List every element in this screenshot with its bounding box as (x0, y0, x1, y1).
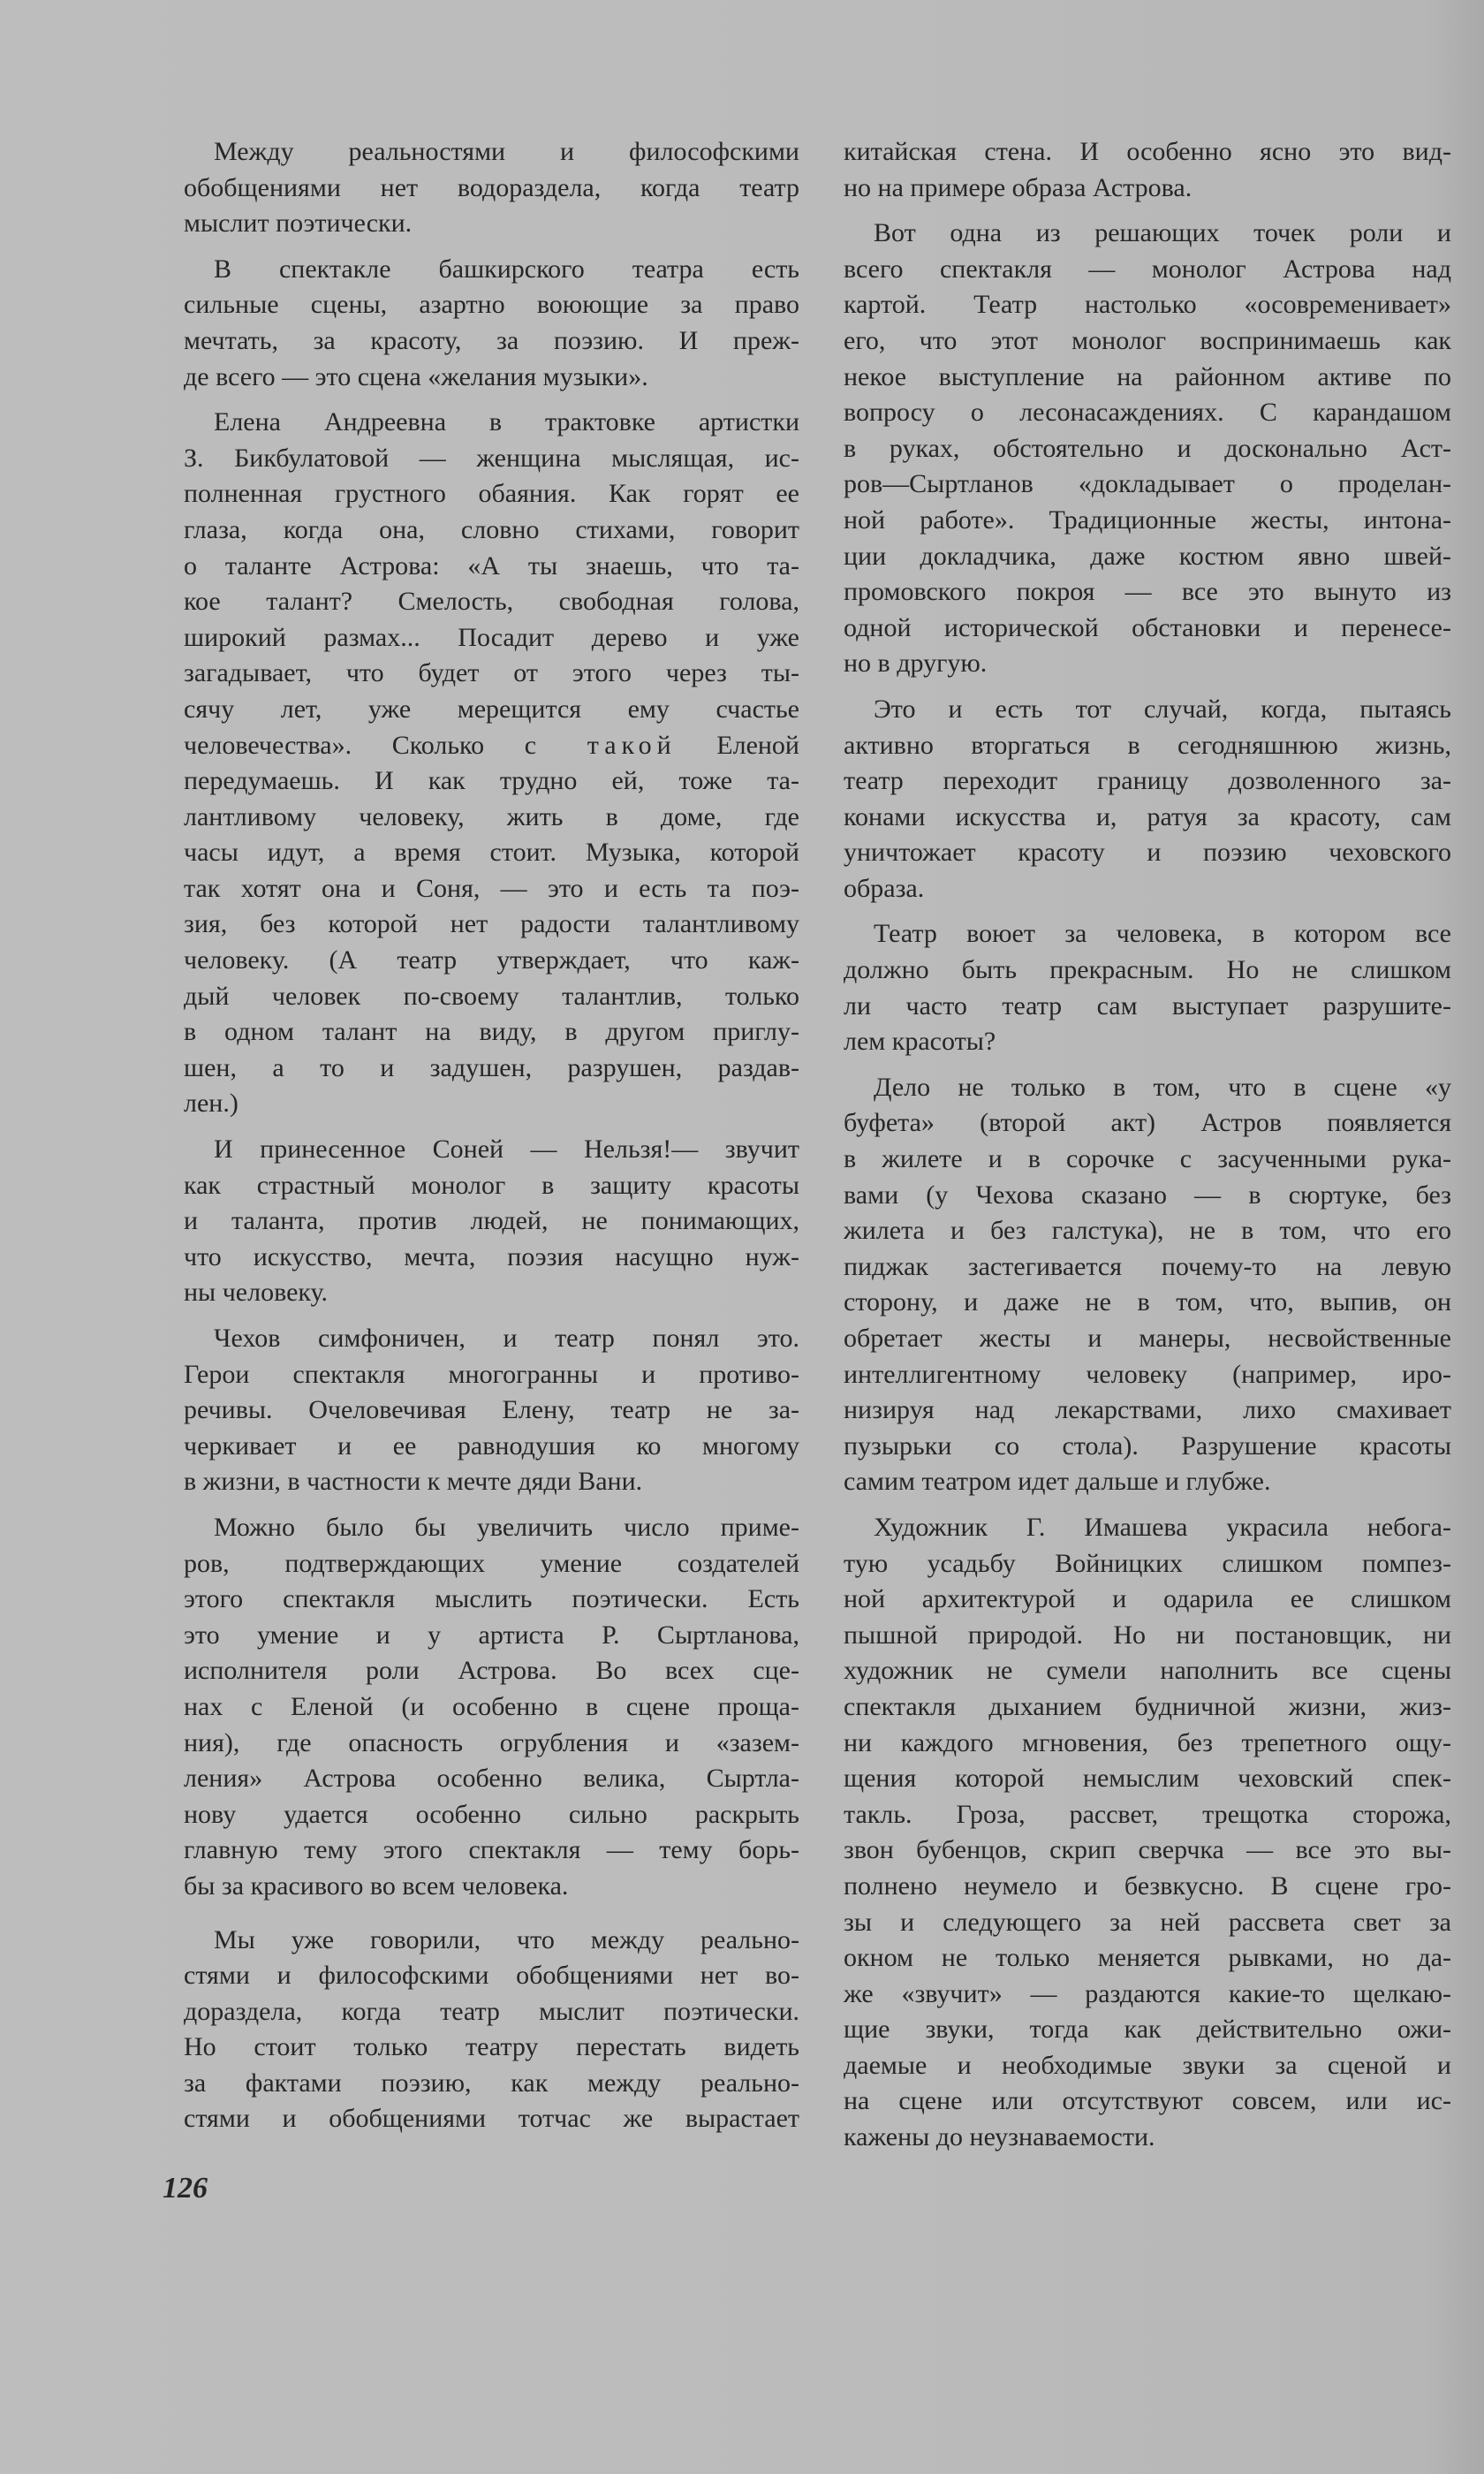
text-line (184, 728, 799, 764)
paragraph (844, 692, 1451, 907)
text-segment: человечества». Сколько (184, 730, 525, 760)
text-line: в жизни, в частности к мечте дяди Вани. (184, 1467, 643, 1497)
text-line: в жилете и в сорочке с засученными рука- (844, 1144, 1451, 1174)
text-line: стями и обобщениями тотчас же вырастает (184, 2104, 799, 2134)
text-line: глаза, когда она, словно стихами, говорит (184, 514, 799, 544)
paragraph (184, 1923, 799, 2138)
paragraph (184, 405, 799, 1122)
text-line: Чехов симфоничен, и театр понял это. (214, 1324, 799, 1353)
text-line: Художник Г. Имашева украсила небога- (874, 1512, 1451, 1542)
text-line: интеллигентному человеку (например, иро- (844, 1359, 1451, 1389)
text-line: Елена Андреевна в трактовке артистки (214, 407, 799, 437)
text-line: одной исторической обстановки и перенесе- (844, 612, 1451, 642)
text-line: должно быть прекрасным. Но не слишком (844, 955, 1451, 985)
text-line: Это и есть тот случай, когда, пытаясь (874, 694, 1451, 724)
text-line: о таланте Астрова: «А ты знаешь, что та- (184, 550, 799, 581)
text-line: но в другую. (844, 649, 988, 679)
text-line: китайская стена. И особенно ясно это вид- (844, 137, 1451, 166)
text-line: сячу лет, уже мерещится ему счастье (184, 694, 799, 724)
text-line: это умение и у артиста Р. Сыртланова, (184, 1620, 799, 1650)
text-line: щения которой немыслим чеховский спек- (844, 1764, 1451, 1794)
text-line: мечтать, за красоту, за поэзию. И преж- (184, 325, 799, 355)
spaced-emphasis: с такой (524, 730, 677, 760)
text-line: Дело не только в том, что в сцене «у (874, 1072, 1451, 1102)
paragraph (184, 1321, 799, 1500)
text-line: широкий размах... Посадит дерево и уже (184, 622, 799, 652)
page-number: 126 (163, 2172, 208, 2205)
paragraph (184, 1132, 799, 1311)
text-line: в руках, обстоятельно и досконально Аст- (844, 433, 1451, 463)
text-line: так хотят она и Соня, — это и есть та поэ- (184, 873, 799, 903)
text-line: художник не сумели наполнить все сцены (844, 1656, 1451, 1686)
paragraph (844, 1510, 1451, 2156)
text-line: картой. Театр настолько «осовременивает» (844, 290, 1451, 320)
text-line: всего спектакля — монолог Астрова над (844, 254, 1451, 284)
text-line: нову удается особенно сильно раскрыть (184, 1799, 799, 1829)
text-line: ции докладчика, даже костюм явно швей- (844, 541, 1451, 571)
text-line: ны человеку. (184, 1278, 329, 1308)
paragraph (184, 1510, 799, 1905)
text-line: пышной природой. Но ни постановщик, ни (844, 1620, 1451, 1650)
text-line: И принесенное Соней — Нельзя!— звучит (214, 1135, 799, 1165)
paragraph (844, 1070, 1451, 1500)
text-line: кажены до неузнаваемости. (844, 2122, 1155, 2152)
text-line: вопросу о лесонасаждениях. С карандашом (844, 398, 1451, 428)
text-line: Между реальностями и философскими (214, 137, 799, 166)
text-line: звон бубенцов, скрип сверчка — все это вы- (844, 1835, 1451, 1865)
text-line: уничтожает красоту и поэзию чеховского (844, 838, 1451, 868)
text-line: дый человек по-своему талантлив, только (184, 981, 799, 1011)
text-line: щие звуки, тогда как действительно ожи- (844, 2015, 1451, 2045)
text-line: на сцене или отсутствуют совсем, или ис- (844, 2086, 1451, 2116)
text-line: нах с Еленой (и особенно в сцене проща- (184, 1691, 799, 1721)
text-line: за фактами поэзию, как между реально- (184, 2068, 799, 2098)
text-line: ли часто театр сам выступает разрушите- (844, 990, 1451, 1021)
text-line: зия, без которой нет радости талантливому (184, 909, 799, 939)
text-line: кое талант? Смелость, свободная голова, (184, 587, 799, 617)
text-line: окном не только меняется рывками, но да- (844, 1943, 1451, 1973)
text-line: буфета» (второй акт) Астров появляется (844, 1108, 1451, 1138)
text-line: Театр воюет за человека, в котором все (874, 919, 1451, 949)
text-line: такль. Гроза, рассвет, трещотка сторожа, (844, 1799, 1451, 1829)
text-line: в одном талант на виду, в другом приглу- (184, 1017, 799, 1047)
text-line: вами (у Чехова сказано — в сюртуке, без (844, 1180, 1451, 1210)
text-line: конами искусства и, ратуя за красоту, сам (844, 801, 1451, 831)
text-line: зы и следующего за ней рассвета свет за (844, 1907, 1451, 1937)
paragraph (844, 216, 1451, 682)
text-line: но на примере образа Астрова. (844, 172, 1192, 202)
text-line: ной архитектурой и одарила ее слишком (844, 1584, 1451, 1614)
text-line: речивы. Очеловечивая Елену, театр не за- (184, 1395, 799, 1425)
text-line: ления» Астрова особенно велика, Сыртла- (184, 1764, 799, 1794)
text-line: что искусство, мечта, поэзия насущно нуж- (184, 1241, 799, 1271)
text-line: ров—Сыртланов «докладывает о проделан- (844, 469, 1451, 499)
text-line: пузырьки со стола). Разрушение красоты (844, 1431, 1451, 1461)
text-line: его, что этот монолог воспринимаешь как (844, 325, 1451, 355)
paragraph (844, 916, 1451, 1059)
left-column (184, 134, 799, 2137)
paragraph (184, 252, 799, 395)
paragraph (184, 134, 799, 242)
text-line: исполнителя роли Астрова. Во всех сце- (184, 1656, 799, 1686)
text-line: стями и философскими обобщениями нет во- (184, 1961, 799, 1991)
right-column (844, 134, 1451, 2156)
text-line: ной работе». Традиционные жесты, интона- (844, 505, 1451, 535)
text-line: человеку. (А театр утверждает, что каж- (184, 945, 799, 975)
text-line: ния), где опасность огрубления и «зазем- (184, 1727, 799, 1757)
text-line: Герои спектакля многогранны и противо- (184, 1359, 799, 1389)
text-line: лем красоты? (844, 1027, 996, 1057)
paragraph (844, 134, 1451, 206)
text-line: З. Бикбулатовой — женщина мыслящая, ис- (184, 443, 799, 473)
text-line: жилета и без галстука), не в том, что его (844, 1216, 1451, 1246)
text-line: главную тему этого спектакля — тему борь- (184, 1835, 799, 1865)
text-line: часы идут, а время стоит. Музыка, которой (184, 838, 799, 868)
text-line: В спектакле башкирского театра есть (214, 254, 799, 284)
text-line: сильные сцены, азартно воюющие за право (184, 290, 799, 320)
text-line: полнено неумело и безвкусно. В сцене гро- (844, 1871, 1451, 1901)
text-line: де всего — это сцена «желания музыки». (184, 361, 648, 391)
text-line: передумаешь. И как трудно ей, тоже та- (184, 766, 799, 796)
text-line: Мы уже говорили, что между реально- (214, 1924, 799, 1954)
text-line: Вот одна из решающих точек роли и (874, 218, 1451, 248)
text-line: театр переходит границу дозволенного за- (844, 766, 1451, 796)
text-segment: Еленой (676, 730, 799, 760)
text-line: низируя над лекарствами, лихо смахивает (844, 1395, 1451, 1425)
text-line: образа. (844, 873, 925, 903)
text-line: спектакля дыханием будничной жизни, жиз- (844, 1691, 1451, 1721)
text-line: даемые и необходимые звуки за сценой и (844, 2050, 1451, 2080)
text-line: Можно было бы увеличить число приме- (214, 1512, 799, 1542)
text-line: этого спектакля мыслить поэтически. Есть (184, 1584, 799, 1614)
text-line: самим театром идет дальше и глубже. (844, 1467, 1271, 1497)
text-line: сторону, и даже не в том, что, выпив, он (844, 1287, 1451, 1317)
text-line: загадывает, что будет от этого через ты- (184, 658, 799, 688)
text-line: лантливому человеку, жить в доме, где (184, 801, 799, 831)
text-line: некое выступление на районном активе по (844, 361, 1451, 391)
text-line: черкивает и ее равнодушия ко многому (184, 1431, 799, 1461)
text-line: обобщениями нет водораздела, когда театр (184, 172, 799, 202)
text-line: бы за красивого во всем человека. (184, 1871, 569, 1901)
text-line: ни каждого мгновения, без трепетного ощу- (844, 1727, 1451, 1757)
text-line: Но стоит только театру перестать видеть (184, 2032, 799, 2062)
text-line: шен, а то и задушен, разрушен, раздав- (184, 1052, 799, 1082)
text-line: активно вторгаться в сегодняшнюю жизнь, (844, 730, 1451, 760)
text-line: полненная грустного обаяния. Как горят ее (184, 479, 799, 509)
text-line: промовского покроя — все это вынуто из (844, 577, 1451, 607)
text-line: как страстный монолог в защиту красоты (184, 1170, 799, 1200)
text-line: лен.) (184, 1089, 238, 1119)
text-line: тую усадьбу Войницких слишком помпез- (844, 1548, 1451, 1578)
text-line: же «звучит» — раздаются какие-то щелкаю- (844, 1978, 1451, 2008)
text-line: и таланта, против людей, не понимающих, (184, 1206, 799, 1236)
text-line: дораздела, когда театр мыслит поэтически. (184, 1996, 799, 2026)
text-line: пиджак застегивается почему-то на левую (844, 1251, 1451, 1281)
text-line: обретает жесты и манеры, несвойственные (844, 1324, 1451, 1353)
text-line: ров, подтверждающих умение создателей (184, 1548, 799, 1578)
text-line: мыслит поэтически. (184, 209, 413, 239)
